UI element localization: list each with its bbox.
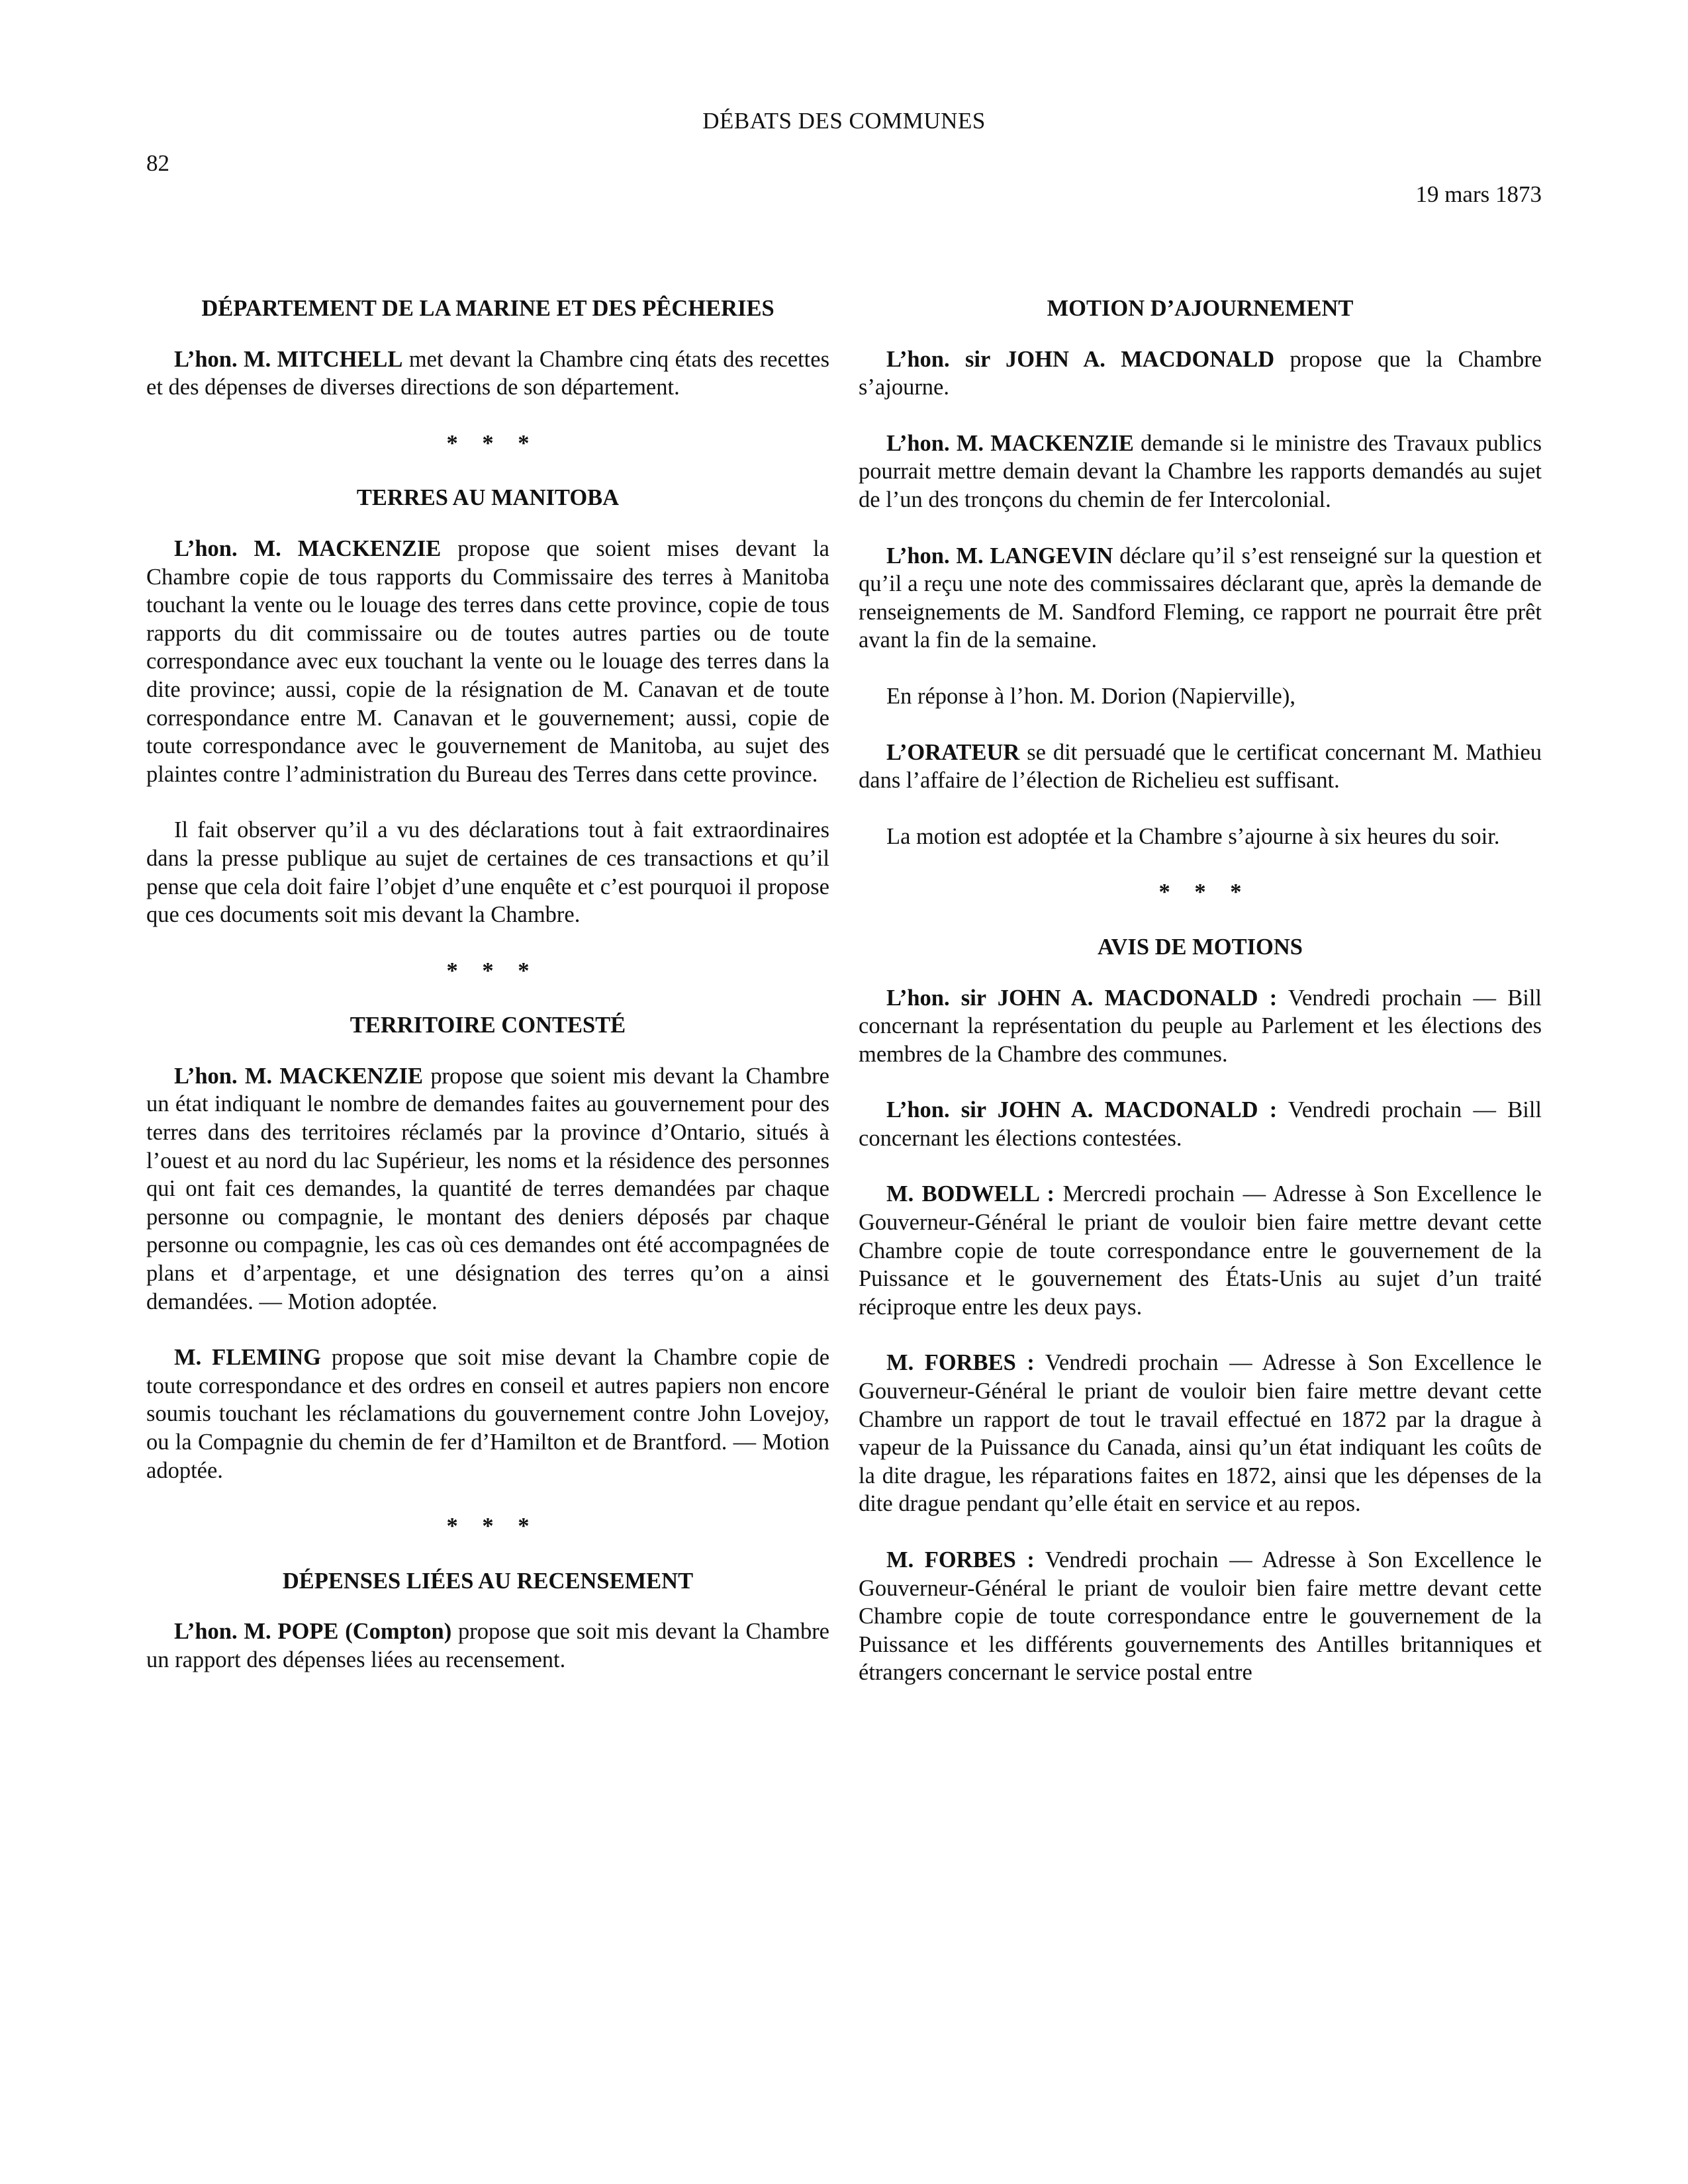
- speaker-name: L’hon. M. LANGEVIN: [886, 543, 1113, 569]
- paragraph-text: Vendredi prochain — Bill concernant la représentation du peuple au Parlement et les élections des membres de la Chambre des communes.: [859, 985, 1542, 1067]
- section-separator: * * *: [446, 1514, 539, 1539]
- section-heading: TERRITOIRE CONTESTÉ: [350, 1013, 626, 1038]
- paragraph: [859, 1349, 1542, 1518]
- page-date: 19 mars 1873: [1415, 181, 1542, 207]
- paragraph-text: propose que soit mise devant la Chambre copie de toute correspondance et des ordres en conseil et autres papiers non encore soumis touchant les réclamations du gouvernement contre John Lovejoy, ou la Compagnie du chemin de fer d’Hamilton et de Brantford. — Motion adoptée.: [146, 1345, 830, 1483]
- speaker-name: M. FLEMING: [174, 1345, 321, 1371]
- paragraph-text: La motion est adoptée et la Chambre s’ajourne à six heures du soir.: [886, 823, 1500, 849]
- running-title: DÉBATS DES COMMUNES: [702, 108, 986, 134]
- paragraph-text: En réponse à l’hon. M. Dorion (Napierville),: [886, 683, 1295, 709]
- paragraph-text: Il fait observer qu’il a vu des déclarations tout à fait extraordinaires dans la presse publique au sujet de certaines de ces transactions et qu’il pense que cela doit faire l’objet d’une enquête et c’est pourquoi il propose que ces documents soit mis devant la Chambre.: [146, 817, 829, 928]
- section-separator: * * *: [446, 430, 539, 456]
- speaker-name: M. FORBES :: [886, 1350, 1035, 1376]
- paragraph-text: Mercredi prochain — Adresse à Son Excellence le Gouverneur-Général le priant de vouloir bien faire mettre devant cette Chambre copie de toute correspondance entre le gouvernement de la Puissance et le gouvernement des États-Unis au sujet d’un traité réciproque entre les deux pays.: [859, 1181, 1542, 1320]
- speaker-name: L’hon. M. MACKENZIE: [174, 1063, 424, 1089]
- paragraph-text: se dit persuadé que le certificat concernant M. Mathieu dans l’affaire de l’élection de Richelieu est suffisant.: [859, 739, 1542, 794]
- speaker-name: L’hon. M. MITCHELL: [174, 346, 403, 372]
- paragraph: [859, 823, 1542, 851]
- paragraph-text: propose que la Chambre s’ajourne.: [859, 346, 1542, 400]
- section-heading: DÉPARTEMENT DE LA MARINE ET DES PÊCHERIES: [201, 296, 774, 321]
- speaker-name: L’hon. M. MACKENZIE: [886, 430, 1134, 456]
- paragraph: [146, 1617, 829, 1674]
- paragraph-text: demande si le ministre des Travaux publics pourrait mettre demain devant la Chambre les rapports demandés au sujet de l’un des tronçons du chemin de fer Intercolonial.: [859, 430, 1542, 512]
- speaker-name: L’ORATEUR: [886, 739, 1020, 765]
- paragraph: [859, 345, 1542, 402]
- paragraph-text: déclare qu’il s’est renseigné sur la question et qu’il a reçu une note des commissaires déclarant que, après la demande de renseignements de M. Sandford Fleming, ce rapport ne pourrait être prêt avant la fin de la semaine.: [859, 543, 1542, 653]
- paragraph: [859, 682, 1542, 711]
- right-column: [859, 295, 1542, 1715]
- speaker-name: M. BODWELL :: [886, 1181, 1055, 1207]
- speaker-name: M. FORBES :: [886, 1547, 1035, 1572]
- paragraph: [859, 1180, 1542, 1321]
- paragraph: [146, 1343, 829, 1484]
- paragraph: [146, 816, 829, 929]
- section-heading: AVIS DE MOTIONS: [1098, 934, 1303, 960]
- paragraph: [859, 984, 1542, 1069]
- speaker-name: L’hon. M. MACKENZIE: [174, 535, 442, 561]
- section-heading: TERRES AU MANITOBA: [356, 485, 620, 511]
- paragraph: [859, 1096, 1542, 1152]
- speaker-name: L’hon. sir JOHN A. MACDONALD :: [886, 985, 1278, 1011]
- speaker-name: L’hon. M. POPE (Compton): [174, 1619, 452, 1645]
- paragraph: [859, 542, 1542, 655]
- speaker-name: L’hon. sir JOHN A. MACDONALD: [886, 346, 1275, 372]
- section-separator: * * *: [1158, 880, 1251, 905]
- paragraph: [859, 1546, 1542, 1687]
- speaker-name: L’hon. sir JOHN A. MACDONALD :: [886, 1097, 1278, 1123]
- paragraph-text: met devant la Chambre cinq états des recettes et des dépenses de diverses directions de son département.: [146, 346, 830, 400]
- paragraph-text: propose que soit mis devant la Chambre un rapport des dépenses liées au recensement.: [146, 1619, 829, 1672]
- paragraph: [146, 1062, 829, 1316]
- paragraph-text: Vendredi prochain — Bill concernant les élections contestées.: [859, 1097, 1542, 1151]
- paragraph: [146, 535, 829, 788]
- paragraph: [859, 430, 1542, 514]
- paragraph: [859, 739, 1542, 795]
- section-separator: * * *: [446, 958, 539, 983]
- paragraph-text: propose que soient mises devant la Chambre copie de tous rapports du Commissaire des terres à Manitoba touchant la vente ou le louage des terres dans cette province, copie de tous rapports du dit commissaire ou de toutes autres parties ou de toute correspondance avec eux touchant la vente ou le louage des terres dans la dite province; aussi, copie de la résignation de M. Canavan et de toute correspondance entre M. Canavan et le gouvernement; aussi, copie de toute correspondance avec le gouvernement de Manitoba, au sujet des plaintes contre l’administration du Bureau des Terres dans cette province.: [146, 535, 829, 787]
- page-number: 82: [146, 150, 169, 176]
- paragraph: [146, 345, 829, 402]
- left-column: [146, 295, 829, 1702]
- section-heading: DÉPENSES LIÉES AU RECENSEMENT: [282, 1568, 694, 1594]
- section-heading: MOTION D’AJOURNEMENT: [1047, 296, 1354, 321]
- paragraph-text: Vendredi prochain — Adresse à Son Excellence le Gouverneur-Général le priant de vouloir bien faire mettre devant cette Chambre un rapport de tout le travail effectué en 1872 par la drague à vapeur de la Puissance du Canada, ainsi qu’un état indiquant les coûts de la dite drague, les réparations faites en 1872, ainsi que les dépenses de la dite drague pendant qu’elle était en service et au repos.: [859, 1350, 1542, 1517]
- paragraph-text: Vendredi prochain — Adresse à Son Excellence le Gouverneur-Général le priant de vouloir bien faire mettre devant cette Chambre copie de toute correspondance entre le gouvernement de la Puissance et les différents gouvernements des Antilles britanniques et étrangers concernant le service postal entre: [859, 1547, 1542, 1686]
- paragraph-text: propose que soient mis devant la Chambre un état indiquant le nombre de demandes faites au gouvernement pour des terres dans des territoires réclamés par la province d’Ontario, situés à l’ouest et au nord du lac Supérieur, les noms et la résidence des personnes qui ont fait ces demandes, la quantité de terres demandées par chaque personne ou compagnie, le montant des deniers déposés par chaque personne ou compagnie, les cas où ces demandes ont été accompagnées de plans et d’arpentage, et une désignation des terres qu’on a ainsi demandées. — Motion adoptée.: [146, 1063, 829, 1314]
